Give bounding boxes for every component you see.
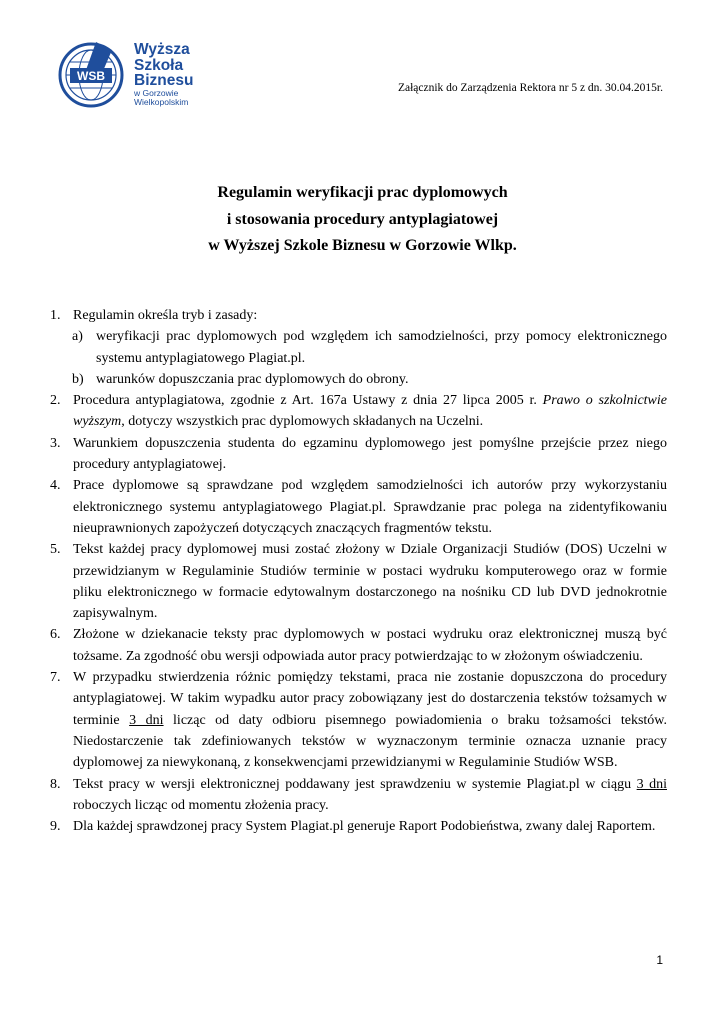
wsb-globe-emblem — [56, 40, 132, 110]
list-item-1 — [50, 305, 667, 326]
item-number: 1. — [50, 308, 61, 323]
regulation-list — [50, 305, 667, 837]
item-number: 3. — [50, 435, 61, 451]
title-line-3: w Wyższej Szkole Biznesu w Gorzowie Wlkp. — [208, 237, 517, 254]
item-number: 5. — [50, 542, 61, 558]
item-text: Tekst każdej pracy dyplomowej musi zostać złożony w Dziale Organizacji Studiów (DOS) Uczelni w przewidzianym w Regulaminie Studiów terminie w postaci wydruku komputerowego oraz w formie pliku elektronicznego w formacie edytowalnym dostarczonego na nośniku CD lub DVD jednokrotnie zapisywalnym. — [73, 542, 667, 622]
logo-line-2: Szkoła — [134, 56, 184, 74]
logo-wordmark — [134, 42, 193, 107]
item-text-cont: roboczych licząc od momentu złożenia pracy. — [73, 797, 329, 813]
item-text: Złożone w dziekanacie teksty prac dyplomowych w postaci wydruku oraz elektronicznej muszą być tożsame. Za zgodność obu wersji odpowiada autor pracy potwierdzając to w złożonym oświadczeniu. — [73, 627, 667, 664]
item-number: 9. — [50, 819, 61, 835]
item-text: Procedura antyplagiatowa, zgodnie z Art. 167a Ustawy z dnia 27 lipca 2005 r. — [73, 393, 537, 409]
list-item-4 — [50, 475, 667, 539]
item-number: 6. — [50, 627, 61, 643]
item-text: W przypadku stwierdzenia różnic pomiędzy tekstami, praca nie zostanie dopuszczona do procedury antyplagiatowej. W takim wypadku autor pracy zobowiązany jest do dostarczenia tekstów tożsamych w terminie — [73, 670, 667, 728]
logo-abbreviation: WSB — [77, 69, 105, 83]
page-number: 1 — [656, 953, 663, 967]
item-text-cont: licząc od daty odbioru pisemnego powiadomienia o braku tożsamości tekstów. Niedostarczenie tak zdefiniowanych tekstów w wyznaczonym terminie oznacza uznanie pracy dyplomowej za niewykonaną, z konsekwencjami przewidzianymi w Regulaminie Studiów WSB. — [73, 712, 668, 771]
item-text-cont: , dotyczy wszystkich prac dyplomowych składanych na Uczelni. — [121, 414, 484, 430]
logo-line-4: w Gorzowie — [134, 87, 179, 98]
subitem-text: weryfikacji prac dyplomowych pod względem ich samodzielności, przy pomocy elektronicznego systemu antyplagiatowego Plagiat.pl. — [96, 329, 667, 366]
subitem-letter: a) — [72, 329, 83, 345]
list-item-5 — [50, 539, 667, 624]
item-number: 8. — [50, 776, 61, 792]
item-text-underlined: 3 dni — [636, 776, 667, 792]
document-title — [0, 180, 725, 260]
subitem-letter: b) — [72, 371, 84, 387]
list-subitem-a — [50, 326, 667, 369]
item-text: Warunkiem dopuszczenia studenta do egzaminu dyplomowego jest pomyślne przejście przez niego procedury antyplagiatowej. — [73, 435, 667, 473]
logo-line-3: Biznesu — [134, 72, 194, 89]
logo-line-1: Wyższa — [134, 41, 190, 58]
item-text-underlined: 3 dni — [129, 712, 164, 728]
title-line-2: i stosowania procedury antyplagiatowej — [226, 210, 499, 228]
list-item-7 — [50, 667, 667, 773]
logo-line-5: Wielkopolskim — [134, 96, 189, 107]
list-item-9 — [50, 816, 667, 837]
item-number: 2. — [50, 393, 61, 409]
item-text: Regulamin określa tryb i zasady: — [73, 308, 258, 323]
item-text: Dla każdej sprawdzonej pracy System Plagiat.pl generuje Raport Podobieństwa, zwany dalej Raportem. — [73, 819, 656, 835]
list-item-8 — [50, 774, 667, 817]
item-text: Prace dyplomowe są sprawdzane pod względem samodzielności ich autorów przy wykorzystaniu elektronicznego systemu antyplagiatowego Plagiat.pl. Sprawdzanie prac polega na zidentyfikowaniu nieuprawnionych zapożyczeń dotyczących znaczących fragmentów tekstu. — [73, 478, 667, 536]
subitem-text: warunków dopuszczania prac dyplomowych do obrony. — [96, 371, 409, 387]
list-item-2 — [50, 390, 667, 433]
list-item-3 — [50, 433, 667, 476]
list-item-6 — [50, 624, 667, 667]
item-text-italic: Prawo o szkolnictwie wyższym — [73, 393, 667, 430]
title-line-1: Regulamin weryfikacji prac dyplomowych — [217, 184, 508, 201]
list-subitem-b — [50, 369, 667, 390]
item-text: Tekst pracy w wersji elektronicznej poddawany jest sprawdzeniu w systemie Plagiat.pl w ciągu — [73, 776, 632, 792]
attachment-note: Załącznik do Zarządzenia Rektora nr 5 z dn. 30.04.2015r. — [397, 82, 663, 94]
item-number: 4. — [50, 478, 61, 494]
item-number: 7. — [50, 670, 61, 686]
university-logo — [56, 40, 206, 110]
